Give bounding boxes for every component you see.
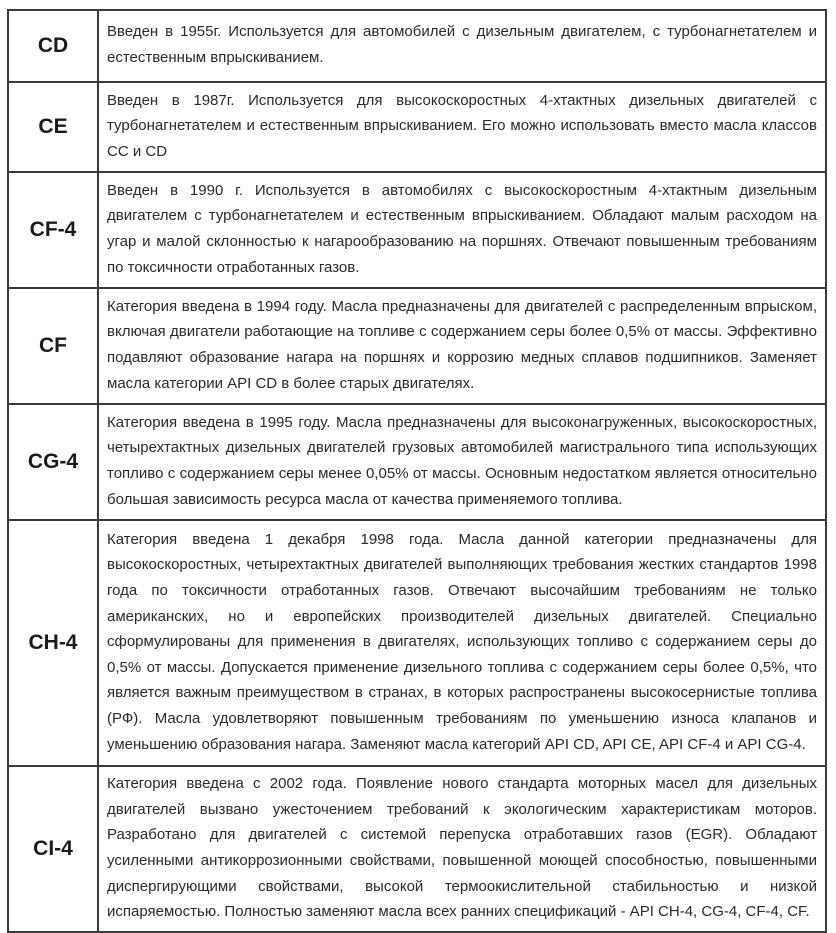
- category-code: CH-4: [8, 520, 98, 766]
- category-code: CF-4: [8, 172, 98, 288]
- category-description: Категория введена 1 декабря 1998 года. Масла данной категории предназначены для высокоскоростных, четырехтактных двигателей выполняющих требования жестких стандартов 1998 года по токсичности отработанных газов. Отвечают высочайшим требованиям не только американских, но и европейских производителей дизельных двигателей. Специально сформулированы для применения в двигателях, использующих топливо с содержанием серы до 0,5% от массы. Допускается применение дизельного топлива с содержанием серы более 0,5%, что является важным преимуществом в странах, в которых распространены высокосернистые топлива (РФ). Масла удовлетворяют повышенным требованиям по уменьшению износа клапанов и уменьшению образования нагара. Заменяют масла категорий API CD, API CE, API CF-4 и API CG-4.: [98, 520, 826, 766]
- category-code: CD: [8, 10, 98, 82]
- table-row: [8, 766, 826, 932]
- category-code: CG-4: [8, 404, 98, 520]
- oil-classification-table: [7, 9, 827, 933]
- category-code: CE: [8, 82, 98, 172]
- category-code: CF: [8, 288, 98, 404]
- table-row: [8, 82, 826, 172]
- table-row: [8, 520, 826, 766]
- table-row: [8, 288, 826, 404]
- category-description: Категория введена в 1995 году. Масла предназначены для высоконагруженных, высокоскоростных, четырехтактных дизельных двигателей грузовых автомобилей магистрального типа использующих топливо с содержанием серы менее 0,05% от массы. Основным недостатком является относительно большая зависимость ресурса масла от качества применяемого топлива.: [98, 404, 826, 520]
- category-description: Категория введена с 2002 года. Появление нового стандарта моторных масел для дизельных двигателей вызвано ужесточением требований к экологическим характеристикам моторов. Разработано для двигателей с системой перепуска отработавших газов (EGR). Обладают усиленными антикоррозионными свойствами, повышенной моющей способностью, повышенными диспергирующими свойствами, высокой термоокислительной стабильностью и низкой испаряемостью. Полностью заменяют масла всех ранних спецификаций - API CH-4, CG-4, CF-4, CF.: [98, 766, 826, 932]
- category-description: Введен в 1990 г. Используется в автомобилях с высокоскоростным 4-хтактным дизельным двигателем с турбонагнетателем и естественным впрыскиванием. Обладают малым расходом на угар и малой склонностью к нагарообразованию на поршнях. Отвечают повышенным требованиям по токсичности отработанных газов.: [98, 172, 826, 288]
- table-row: [8, 172, 826, 288]
- category-description: Введен в 1987г. Используется для высокоскоростных 4-хтактных дизельных двигателей с турбонагнетателем и естественным впрыскиванием. Его можно использовать вместо масла классов CC и CD: [98, 82, 826, 172]
- category-description: Введен в 1955г. Используется для автомобилей с дизельным двигателем, с турбонагнетателем и естественным впрыскиванием.: [98, 10, 826, 82]
- category-code: CI-4: [8, 766, 98, 932]
- table-row: [8, 404, 826, 520]
- category-description: Категория введена в 1994 году. Масла предназначены для двигателей с распределенным впрыском, включая двигатели работающие на топливе с содержанием серы более 0,5% от массы. Эффективно подавляют образование нагара на поршнях и коррозию медных сплавов подшипников. Заменяет масла категории API CD в более старых двигателях.: [98, 288, 826, 404]
- table-row: [8, 10, 826, 82]
